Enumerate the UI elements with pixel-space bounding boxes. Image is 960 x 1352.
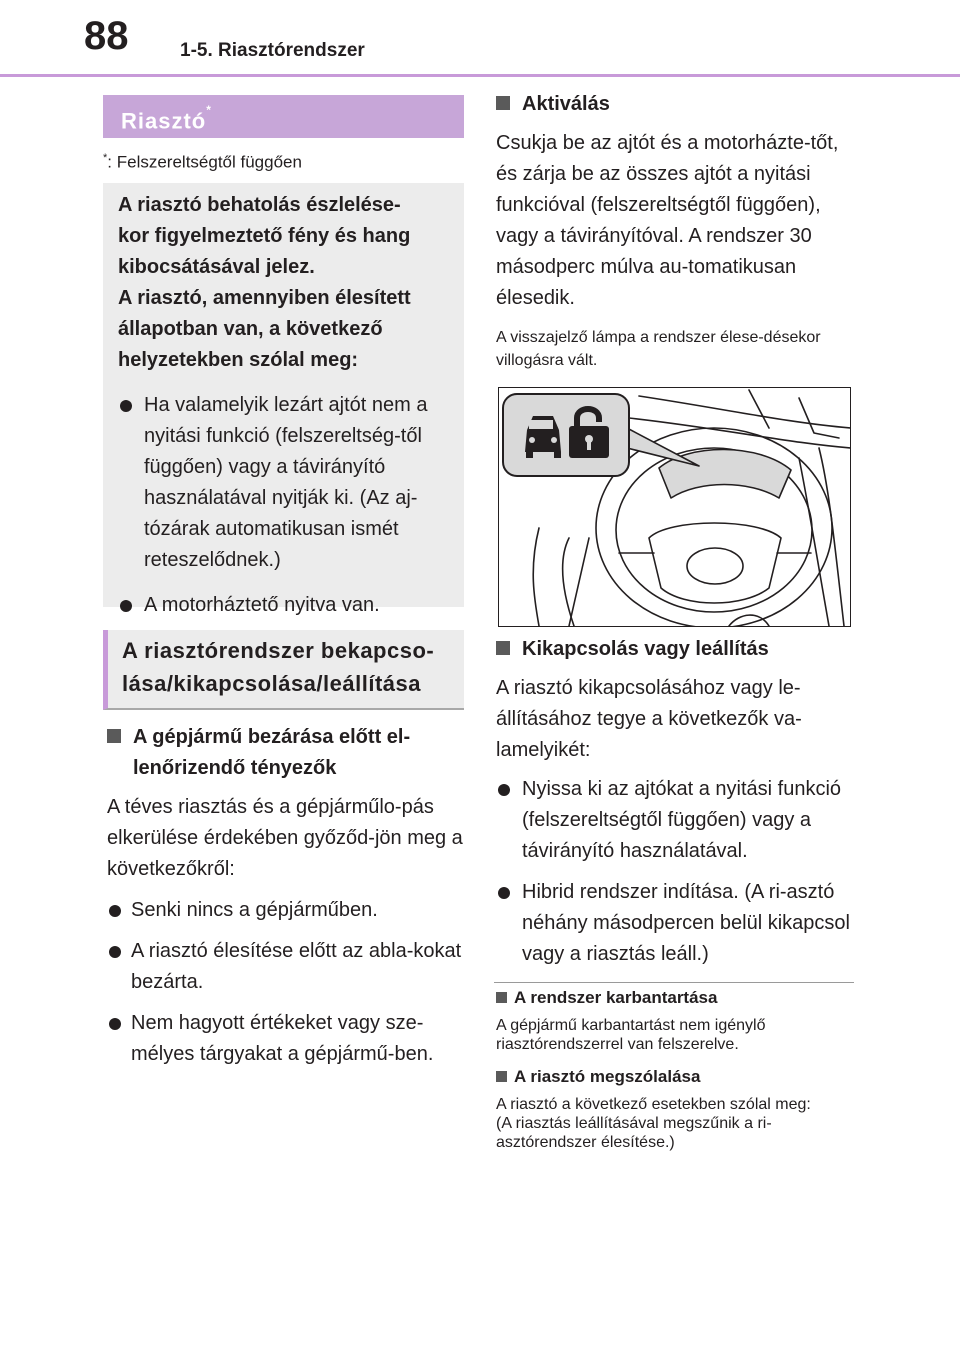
list-item: Senki nincs a gépjárműben. (107, 895, 464, 926)
section-heading-line: A riasztórendszer bekapcso- (122, 638, 435, 663)
dashboard-illustration (498, 387, 851, 627)
info-box-line: kor figyelmeztető fény és hang (118, 225, 411, 247)
paragraph-activation: Csukja be az ajtót és a motorházte-tőt, és zárja be az összes ajtót a nyitási funkcióval (felszereltségtől függően), vagy a távirányítóval. A rendszer 30 másodperc múlva au-tomatikusan élesedik. (496, 132, 839, 309)
list-item: Nyissa ki az ajtókat a nyitási funkció (felszereltségtől függően) vagy a távirányító használatával. (496, 774, 854, 867)
info-box-line: kibocsátásával jelez. (118, 256, 315, 278)
paragraph-maintenance: A gépjármű karbantartást nem igénylő riasztórendszerrel van felszerelve. (496, 1017, 766, 1053)
title-footnote-mark: * (206, 103, 212, 117)
dashboard-drawing (499, 388, 851, 627)
subheading-before-locking: A gépjármű bezárása előtt el-lenőrizendő tényezők (107, 722, 464, 784)
section-heading-line: lása/kikapcsolása/leállítása (122, 671, 421, 696)
list-item: A riasztó élesítése előtt az abla-kokat bezárta. (107, 936, 464, 998)
divider (494, 982, 854, 983)
right-body-top (496, 89, 854, 372)
right-body-notes (496, 987, 854, 1152)
info-box (103, 183, 464, 616)
header-rule (0, 74, 960, 77)
page-title-bar (103, 95, 464, 138)
footnote-text: : Felszereltségtől függően (107, 152, 302, 172)
info-box-line: A riasztó, amennyiben élesített (118, 287, 411, 309)
footnote (103, 152, 302, 173)
info-box-bullet: A motorháztető nyitva van. (118, 590, 450, 621)
info-box-line: helyzetekben szólal meg: (118, 349, 359, 371)
info-box-line: állapotban van, a következő (118, 318, 383, 340)
info-box-bullet: Ha valamelyik lezárt ajtót nem a nyitási funkció (felszereltség-től függően) vagy a távirányító használatával nyitják ki. (Az aj-tózárak automatikusan ismét reteszelődnek.) (118, 390, 450, 576)
footnote-mark: * (103, 152, 108, 164)
paragraph-deactivation: A riasztó kikapcsolásához vagy le-állításához tegye a következők va-lamelyikét: (496, 677, 802, 761)
note-indicator: A visszajelző lámpa a rendszer élese-désekor villogásra vált. (496, 329, 821, 369)
subheading-deactivation: Kikapcsolás vagy leállítás (496, 634, 854, 665)
subheading-activation: Aktiválás (496, 89, 854, 120)
right-body-middle (496, 634, 854, 970)
subheading-alarm-sounding: A riasztó megszólalása (496, 1066, 854, 1087)
info-box-line: A riasztó behatolás észlelése- (118, 194, 401, 216)
paragraph-false-alarm: A téves riasztás és a gépjárműlo-pás elkerülése érdekében győződ-jön meg a következőkről: (107, 796, 463, 880)
page-number: 88 (84, 14, 129, 58)
paragraph-alarm-sounding: A riasztó a következő esetekben szólal meg: (496, 1096, 811, 1113)
list-item: Hibrid rendszer indítása. (A ri-asztó néhány másodpercen belül kikapcsol vagy a riasztás leáll.) (496, 877, 854, 970)
subheading-maintenance: A rendszer karbantartása (496, 987, 854, 1008)
section-heading (103, 630, 464, 710)
page-title: Riasztó (121, 108, 207, 134)
paragraph-alarm-note: (A riasztás leállításával megszűnik a ri-asztórendszer élesítése.) (496, 1115, 772, 1151)
left-body (107, 722, 464, 1070)
section-title: 1-5. Riasztórendszer (180, 40, 365, 61)
list-item: Nem hagyott értékeket vagy sze-mélyes tárgyakat a gépjármű-ben. (107, 1008, 464, 1070)
